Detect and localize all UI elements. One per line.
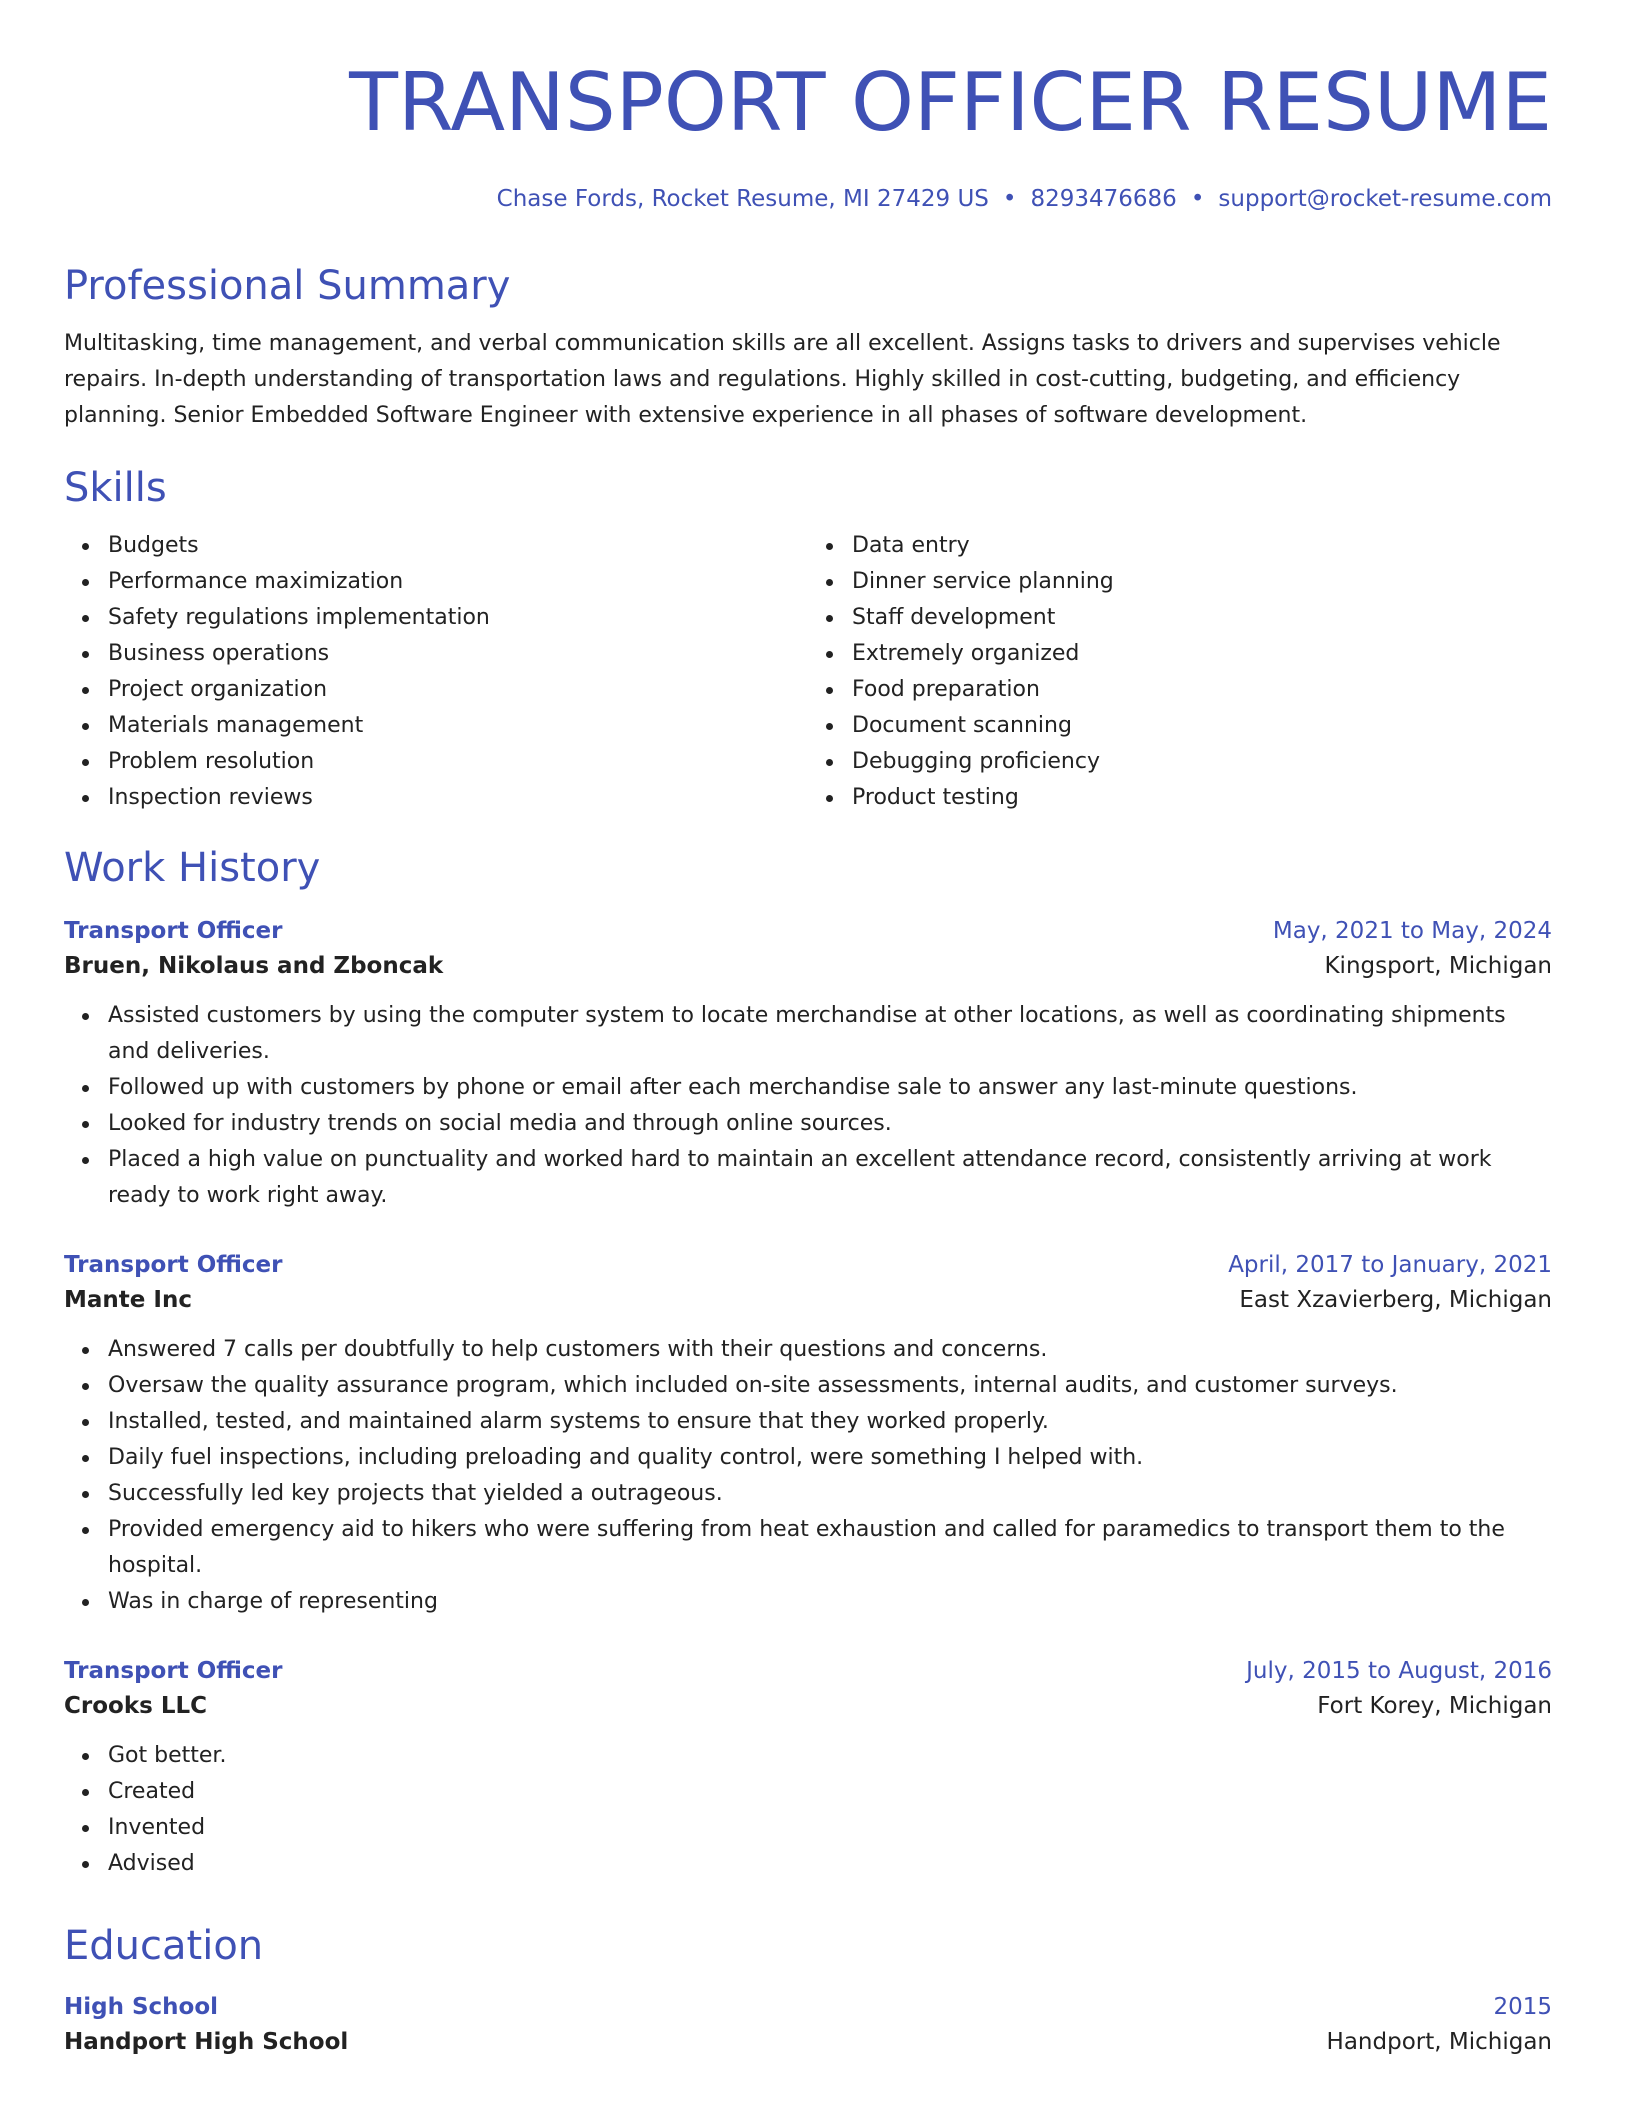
job-company: Mante Inc [64,1287,192,1313]
job-bullet: Was in charge of representing [108,1584,1552,1620]
skill-item: Project organization [108,672,808,708]
job-bullet: Successfully led key projects that yielded a outrageous. [108,1476,1552,1512]
job-bullets [64,998,1552,1214]
contact-line [64,184,1552,214]
resume-title: TRANSPORT OFFICER RESUME [349,56,1552,149]
skills-grid [64,528,1552,816]
job-company: Crooks LLC [64,1693,208,1719]
address-text: Chase Fords, Rocket Resume, MI 27429 US [496,186,989,212]
skill-item: Data entry [852,528,1552,564]
education-entry [64,1990,1552,2060]
job-bullet: Provided emergency aid to hikers who were suffering from heat exhaustion and called for paramedics to transport them to the hospital. [108,1512,1552,1584]
section-title-work-history: Work History [64,845,321,891]
job-header [64,914,1552,948]
job-location: Fort Korey, Michigan [1317,1693,1552,1719]
job-bullet: Followed up with customers by phone or email after each merchandise sale to answer any last-minute questions. [108,1070,1552,1106]
skill-item: Document scanning [852,708,1552,744]
skill-item: Extremely organized [852,636,1552,672]
skill-item: Dinner service planning [852,564,1552,600]
job-bullets [64,1738,1552,1882]
job-bullet: Daily fuel inspections, including preloading and quality control, were something I helped with. [108,1440,1552,1476]
job-bullet: Installed, tested, and maintained alarm systems to ensure that they worked properly. [108,1404,1552,1440]
job-header [64,1654,1552,1688]
job-bullet: Placed a high value on punctuality and worked hard to maintain an excellent attendance record, consistently arriving at work ready to work right away. [108,1142,1552,1214]
education-subheader [64,2024,1552,2060]
job-subheader [64,948,1552,984]
section-title-skills: Skills [64,465,167,511]
section-title-education: Education [64,1923,264,1969]
job-subheader [64,1282,1552,1318]
job-subheader [64,1688,1552,1724]
job-company: Bruen, Nikolaus and Zboncak [64,953,444,979]
skills-left-column [64,528,808,816]
job-dates: April, 2017 to January, 2021 [1228,1252,1552,1278]
job-location: East Xzavierberg, Michigan [1239,1287,1552,1313]
education-location: Handport, Michigan [1326,2029,1552,2055]
job-header [64,1248,1552,1282]
job-bullets [64,1332,1552,1620]
job-bullet: Advised [108,1846,1552,1882]
skill-item: Budgets [108,528,808,564]
job-bullet: Oversaw the quality assurance program, which included on-site assessments, internal audits, and customer surveys. [108,1368,1552,1404]
email-link[interactable]: support@rocket-resume.com [1218,186,1552,212]
job-entry [64,1248,1552,1620]
resume-page [64,0,1552,2112]
job-bullet: Looked for industry trends on social media and through online sources. [108,1106,1552,1142]
job-role: Transport Officer [64,918,283,944]
education-header [64,1990,1552,2024]
section-title-summary: Professional Summary [64,263,511,309]
job-role: Transport Officer [64,1658,283,1684]
skill-item: Safety regulations implementation [108,600,808,636]
job-dates: July, 2015 to August, 2016 [1246,1658,1552,1684]
phone-text: 8293476686 [1030,186,1177,212]
job-bullet: Got better. [108,1738,1552,1774]
skills-right-column [808,528,1552,816]
job-bullet: Invented [108,1810,1552,1846]
skill-item: Staff development [852,600,1552,636]
skill-item: Food preparation [852,672,1552,708]
job-entry [64,914,1552,1214]
separator-dot: • [1002,186,1017,212]
job-bullet: Created [108,1774,1552,1810]
skill-item: Product testing [852,780,1552,816]
education-degree: High School [64,1994,219,2020]
separator-dot: • [1190,186,1205,212]
education-school: Handport High School [64,2029,349,2055]
job-bullet: Assisted customers by using the computer system to locate merchandise at other locations, as well as coordinating shipments and deliveries. [108,998,1552,1070]
job-entry [64,1654,1552,1882]
skill-item: Debugging proficiency [852,744,1552,780]
summary-text: Multitasking, time management, and verbal communication skills are all excellent. Assigns tasks to drivers and supervises vehicle repairs. In-depth understanding of transportation laws and regulations. Highly skilled in cost-cutting, budgeting, and efficiency planning. Senior Embedded Software Engineer with extensive experience in all phases of software development. [64,331,1501,428]
job-location: Kingsport, Michigan [1324,953,1552,979]
job-bullet: Answered 7 calls per doubtfully to help customers with their questions and concerns. [108,1332,1552,1368]
job-dates: May, 2021 to May, 2024 [1272,918,1552,944]
skill-item: Problem resolution [108,744,808,780]
skill-item: Business operations [108,636,808,672]
education-year: 2015 [1493,1994,1552,2020]
job-role: Transport Officer [64,1252,283,1278]
skill-item: Materials management [108,708,808,744]
skill-item: Performance maximization [108,564,808,600]
skill-item: Inspection reviews [108,780,808,816]
